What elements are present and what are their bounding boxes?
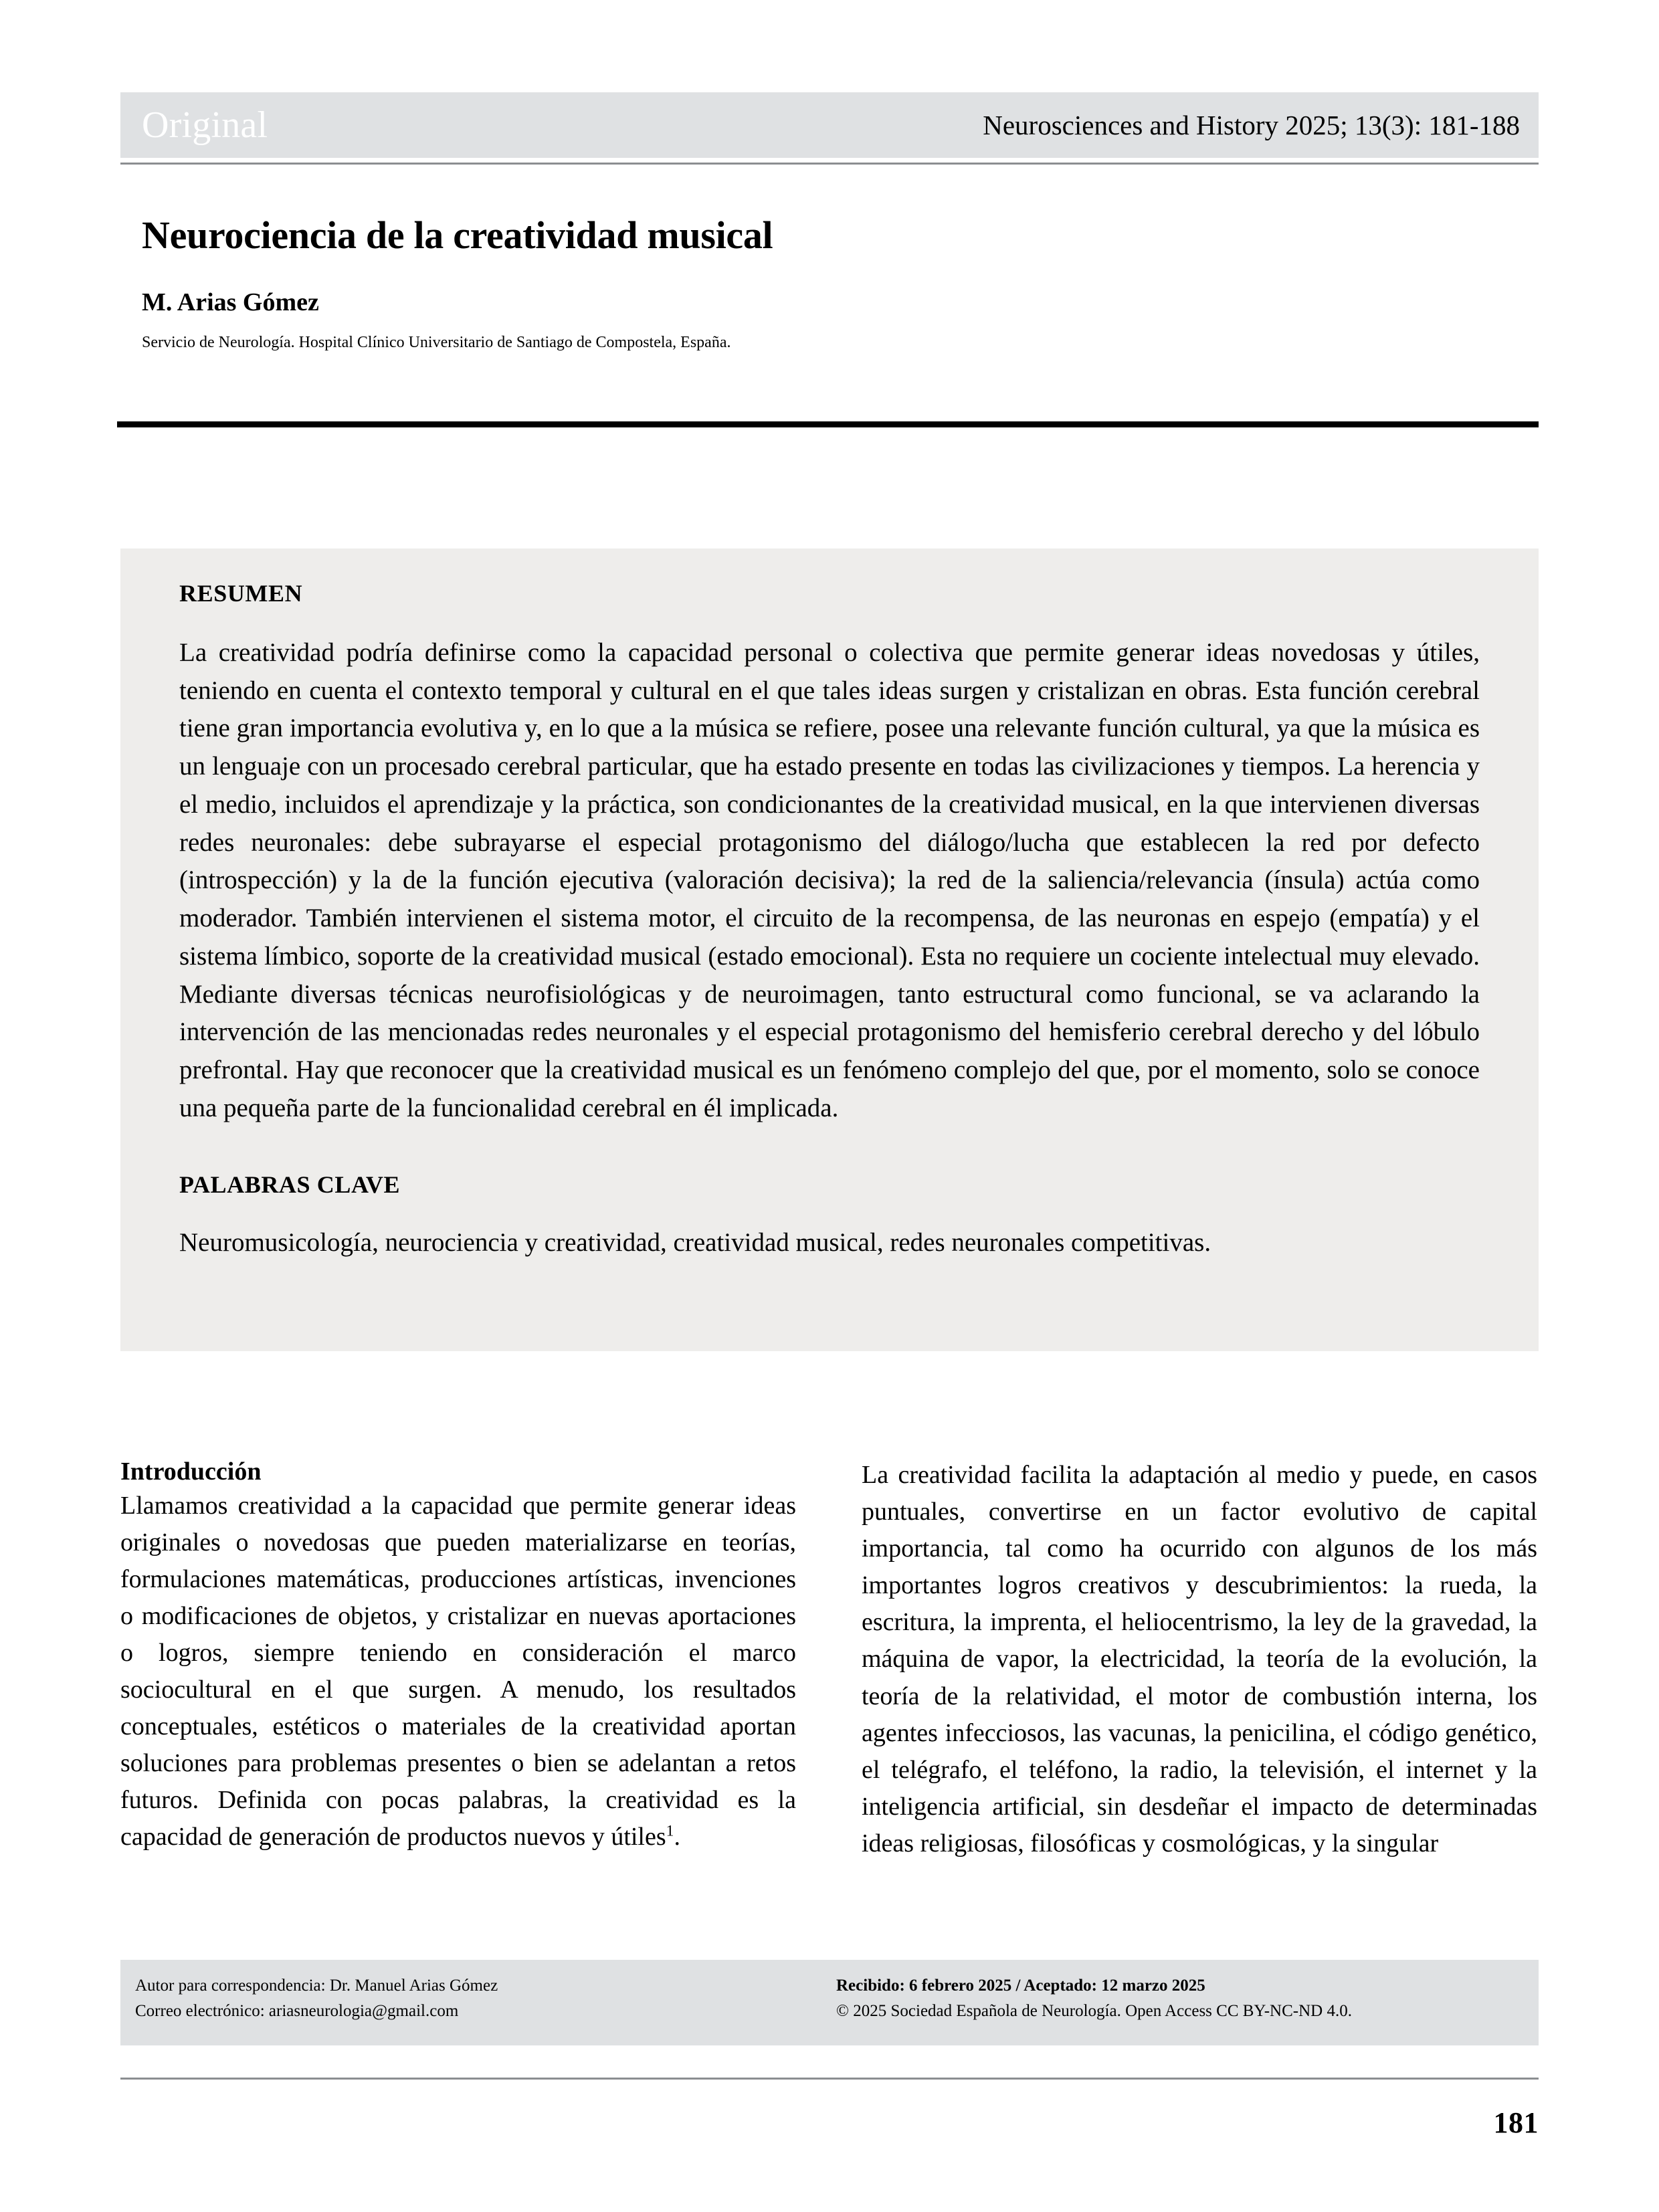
footnote-reference-1[interactable]: 1: [666, 1822, 674, 1840]
corresponding-email[interactable]: Correo electrónico: ariasneurologia@gmail.com: [135, 2002, 459, 2020]
footer-divider: [120, 2078, 1539, 2080]
header-divider: [120, 163, 1539, 165]
footnote-dates-block: [836, 1973, 1525, 2024]
keywords-text: Neuromusicología, neurociencia y creatividad, creatividad musical, redes neuronales competitivas.: [179, 1227, 1211, 1257]
body-column-right: [862, 1457, 1537, 1862]
copyright-license: © 2025 Sociedad Española de Neurología. Open Access CC BY-NC-ND 4.0.: [836, 2002, 1352, 2020]
corresponding-author: Autor para correspondencia: Dr. Manuel Arias Gómez: [135, 1977, 498, 1995]
received-accepted-dates: Recibido: 6 febrero 2025 / Aceptado: 12 marzo 2025: [836, 1977, 1205, 1995]
journal-citation: Neurosciences and History 2025; 13(3): 181-188: [983, 109, 1520, 140]
author-affiliation: Servicio de Neurología. Hospital Clínico Universitario de Santiago de Compostela, España.: [142, 334, 731, 351]
article-type-kicker: Original: [142, 104, 268, 146]
abstract-heading: RESUMEN: [179, 580, 303, 607]
body-paragraph-left-1: [120, 1488, 796, 1856]
body-paragraph-left-1-text: Llamamos creatividad a la capacidad que permite generar ideas originales o novedosas que pueden materializarse en teorías, formulaciones matemáticas, producciones artísticas, invenciones o modificaciones de objetos, y cristalizar en nuevas aportaciones o logros, siempre teniendo en consideración el marco sociocultural en el que surgen. A menudo, los resultados conceptuales, estéticos o materiales de la creatividad aportan soluciones para problemas presentes o bien se adelantan a retos futuros. Definida con pocas palabras, la creatividad es la capacidad de generación de productos nuevos y útiles: [120, 1491, 796, 1851]
body-paragraph-right-1: La creatividad facilita la adaptación al medio y puede, en casos puntuales, convertirse en un factor evolutivo de capital importancia, tal como ha ocurrido con algunos de los más importantes logros creativos y descubrimientos: la rueda, la escritura, la imprenta, el heliocentrismo, la ley de la gravedad, la máquina de vapor, la electricidad, la teoría de la evolución, la teoría de la relatividad, el motor de combustión interna, los agentes infecciosos, las vacunas, la penicilina, el código genético, el telégrafo, el teléfono, la radio, la televisión, el internet y la inteligencia artificial, sin desdeñar el impacto de determinadas ideas religiosas, filosóficas y cosmológicas, y la singular: [862, 1461, 1537, 1857]
page-number: 181: [1493, 2106, 1539, 2139]
body-paragraph-left-1-terminator: .: [674, 1823, 680, 1851]
abstract-panel: [120, 548, 1539, 1351]
running-head-band: [120, 92, 1539, 158]
body-column-left: [120, 1457, 796, 1856]
footnote-band: [120, 1960, 1539, 2045]
author-name: M. Arias Gómez: [142, 288, 319, 316]
page-title: Neurociencia de la creatividad musical: [142, 213, 773, 257]
abstract-text: La creatividad podría definirse como la capacidad personal o colectiva que permite generar ideas novedosas y útiles, teniendo en cuenta el contexto temporal y cultural en el que tales ideas surgen y cristalizan en obras. Esta función cerebral tiene gran importancia evolutiva y, en lo que a la música se refiere, posee una relevante función cultural, ya que la música es un lenguaje con un procesado cerebral particular, que ha estado presente en todas las civilizaciones y tiempos. La herencia y el medio, incluidos el aprendizaje y la práctica, son condicionantes de la creatividad musical, en la que intervienen diversas redes neuronales: debe subrayarse el especial protagonismo del diálogo/lucha que establecen la red por defecto (introspección) y la de la función ejecutiva (valoración decisiva); la red de la saliencia/relevancia (ínsula) actúa como moderador. También intervienen el sistema motor, el circuito de la recompensa, de las neuronas en espejo (empatía) y el sistema límbico, soporte de la creatividad musical (estado emocional). Esta no requiere un cociente intelectual muy elevado. Mediante diversas técnicas neurofisiológicas y de neuroimagen, tanto estructural como funcional, se va aclarando la intervención de las mencionadas redes neuronales y el especial protagonismo del hemisferio cerebral derecho y del lóbulo prefrontal. Hay que reconocer que la creatividad musical es un fenómeno complejo del que, por el momento, solo se conoce una pequeña parte de la funcionalidad cerebral en él implicada.: [179, 638, 1480, 1122]
section-heading-introduccion: Introducción: [120, 1457, 262, 1486]
title-divider: [117, 421, 1539, 427]
footnote-correspondence-block: [135, 1973, 824, 2024]
keywords-heading: PALABRAS CLAVE: [179, 1171, 401, 1198]
